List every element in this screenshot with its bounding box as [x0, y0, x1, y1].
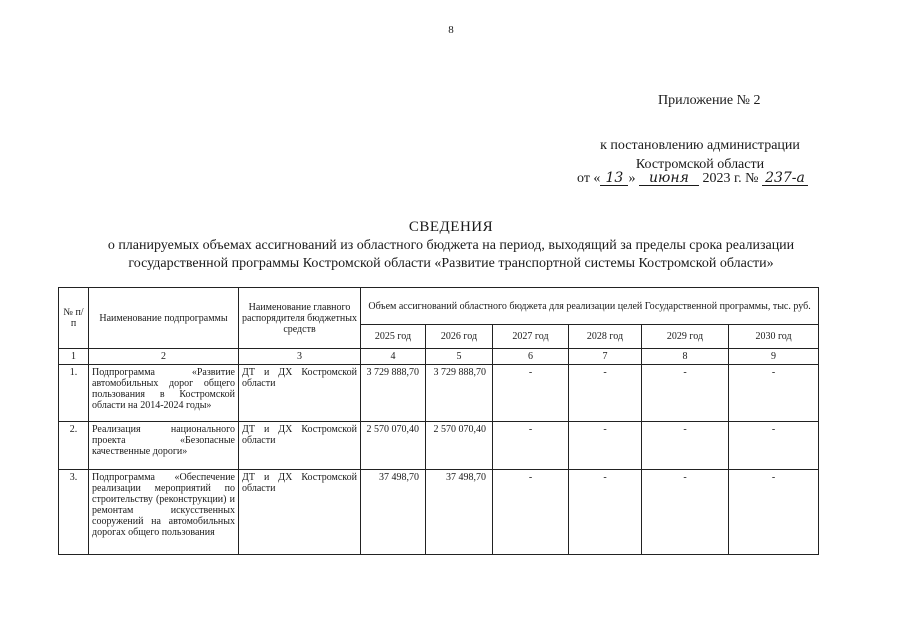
header-budget: Объем ассигнований областного бюджета для реализации целей Государственной программы, тыс. руб. — [361, 288, 819, 325]
date-mid: » — [628, 171, 639, 186]
value-2028: - — [569, 470, 642, 555]
row-num: 2. — [59, 422, 89, 470]
value-2026: 37 498,70 — [426, 470, 493, 555]
manager-name: ДТ и ДХ Костромской области — [239, 365, 361, 422]
value-2029: - — [642, 365, 729, 422]
row-num: 3. — [59, 470, 89, 555]
page-number: 8 — [448, 24, 454, 36]
column-index: 8 — [642, 349, 729, 365]
value-2030: - — [729, 470, 819, 555]
decree-number-handwritten: 237-а — [762, 171, 808, 186]
value-2027: - — [493, 470, 569, 555]
row-num: 1. — [59, 365, 89, 422]
date-year-part: 2023 г. № — [698, 171, 762, 186]
date-day-handwritten: 13 — [600, 171, 628, 186]
value-2029: - — [642, 422, 729, 470]
value-2025: 3 729 888,70 — [361, 365, 426, 422]
header-manager: Наименование главного распорядителя бюджетных средств — [239, 288, 361, 349]
date-month-handwritten: июня — [639, 171, 699, 186]
value-2028: - — [569, 365, 642, 422]
program-name: Подпрограмма «Обеспечение реализации мероприятий по строительству (реконструкции) и ремонтам искусственных сооружений на автомобильных дорогах общего пользования — [89, 470, 239, 555]
column-index: 6 — [493, 349, 569, 365]
header-year: 2030 год — [729, 325, 819, 349]
header-year: 2027 год — [493, 325, 569, 349]
decree-line-1: к постановлению администрации — [600, 138, 800, 153]
value-2028: - — [569, 422, 642, 470]
header-year: 2028 год — [569, 325, 642, 349]
appendix-title: Приложение № 2 — [658, 93, 761, 108]
manager-name: ДТ и ДХ Костромской области — [239, 422, 361, 470]
value-2025: 2 570 070,40 — [361, 422, 426, 470]
value-2026: 3 729 888,70 — [426, 365, 493, 422]
manager-name: ДТ и ДХ Костромской области — [239, 470, 361, 555]
decree-line-2: Костромской области — [635, 157, 765, 172]
decree-date-line — [577, 171, 808, 187]
column-index: 1 — [59, 349, 89, 365]
program-name: Подпрограмма «Развитие автомобильных дорог общего пользования в Костромской области на 2014-2024 годы» — [89, 365, 239, 422]
program-name: Реализация национального проекта «Безопасные качественные дороги» — [89, 422, 239, 470]
header-program: Наименование подпрограммы — [89, 288, 239, 349]
document-title: СВЕДЕНИЯ — [408, 219, 494, 235]
column-index: 4 — [361, 349, 426, 365]
table-row — [59, 470, 819, 555]
column-index: 7 — [569, 349, 642, 365]
header-num: № п/п — [59, 288, 89, 349]
budget-table — [58, 287, 819, 555]
table-row — [59, 422, 819, 470]
value-2030: - — [729, 365, 819, 422]
header-year: 2025 год — [361, 325, 426, 349]
value-2027: - — [493, 422, 569, 470]
value-2030: - — [729, 422, 819, 470]
column-index-row — [59, 349, 819, 365]
value-2027: - — [493, 365, 569, 422]
column-index: 3 — [239, 349, 361, 365]
document-subtitle: о планируемых объемах ассигнований из областного бюджета на период, выходящий за пределы срока реализации государственной программы Костромской области «Развитие транспортной системы Костромской области» — [107, 238, 795, 271]
value-2029: - — [642, 470, 729, 555]
column-index: 9 — [729, 349, 819, 365]
table-row — [59, 365, 819, 422]
column-index: 5 — [426, 349, 493, 365]
header-year: 2029 год — [642, 325, 729, 349]
decree-reference — [560, 136, 840, 174]
header-year: 2026 год — [426, 325, 493, 349]
date-prefix: от « — [577, 171, 601, 186]
column-index: 2 — [89, 349, 239, 365]
value-2026: 2 570 070,40 — [426, 422, 493, 470]
value-2025: 37 498,70 — [361, 470, 426, 555]
